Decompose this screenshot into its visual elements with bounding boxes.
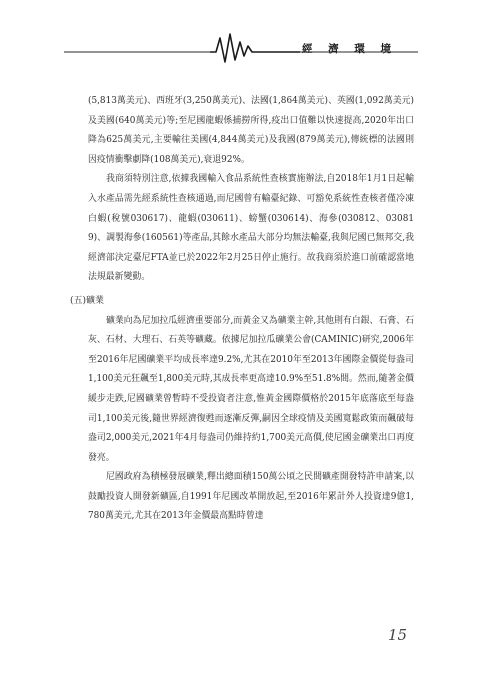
section-heading-mining: (五)礦業 — [70, 295, 105, 306]
paragraph-mining-investment: 尼國政府為積極發展礦業,釋出總面積150萬公頃之民間礦產開發特許申請案,以鼓勵投資人開發新礦區,自1991年尼國改革開放起,至2016年累計外人投資達9億1,780萬美元,尤其在2013年金價最高點時曾達 — [88, 472, 414, 522]
paragraph-mining-overview: 礦業向為尼加拉瓜經濟重要部分,而黃金又為礦業主幹,其他則有白銀、石膏、石灰、石材、大理石、石英等礦藏。依據尼加拉瓜礦業公會(CAMINIC)研究,2006年至2016年尼國礦業平均成長率達9.2%,尤其在2010年至2013年國際金價從每盎司1,100美元狂飆至1,800美元時,其成長率更高達10.9%至51.8%間。然而,隨著金價緩步走跌,尼國礦業曾暫時不受投資者注意,惟黃金國際價格於2015年底落底至每盎司1,100美元後,隨世界經濟復甦而逐漸反彈,嗣因全球疫情及美國寬鬆政策而飆破每盎司2,000美元,2021年4月每盎司仍維持約1,700美元高價,使尼國金礦業出口再度發亮。 — [88, 315, 414, 463]
page-body — [70, 92, 414, 527]
page-number: 15 — [388, 626, 408, 644]
header-title: 經 濟 環 境 — [302, 43, 397, 55]
paragraph-lobster-exports: (5,813萬美元)、西班牙(3,250萬美元)、法國(1,864萬美元)、英國(1,092萬美元)及美國(640萬美元)等;至尼國龍蝦係捕撈所得,疫出口值難以快速提高,2020年出口降為625萬美元,主要輸往美國(4,844萬美元)及我國(879萬美元),傳統標的法國則因疫情衝擊劇降(108萬美元),衰退92%。 — [88, 96, 414, 165]
heartbeat-line-icon — [0, 0, 480, 70]
paragraph-import-regulations: 我商須特別注意,依據我國輸入食品系統性查核實施辦法,自2018年1月1日起輸入水產品需先經系統性查核通過,而尼國曾有輸臺紀錄、可豁免系統性查核者僅冷凍白蝦(稅號030617)、龍蝦(030611)、螃蟹(030614)、海參(030812、030819)、調製海參(160561)等產品,其餘水產品大部分均無法輸臺,我與尼國已無邦交,我經濟部決定臺尼FTA並已於2022年2月25日停止施行。故我商須於進口前確認當地法規最新變動。 — [88, 174, 414, 283]
page-header — [0, 0, 480, 70]
